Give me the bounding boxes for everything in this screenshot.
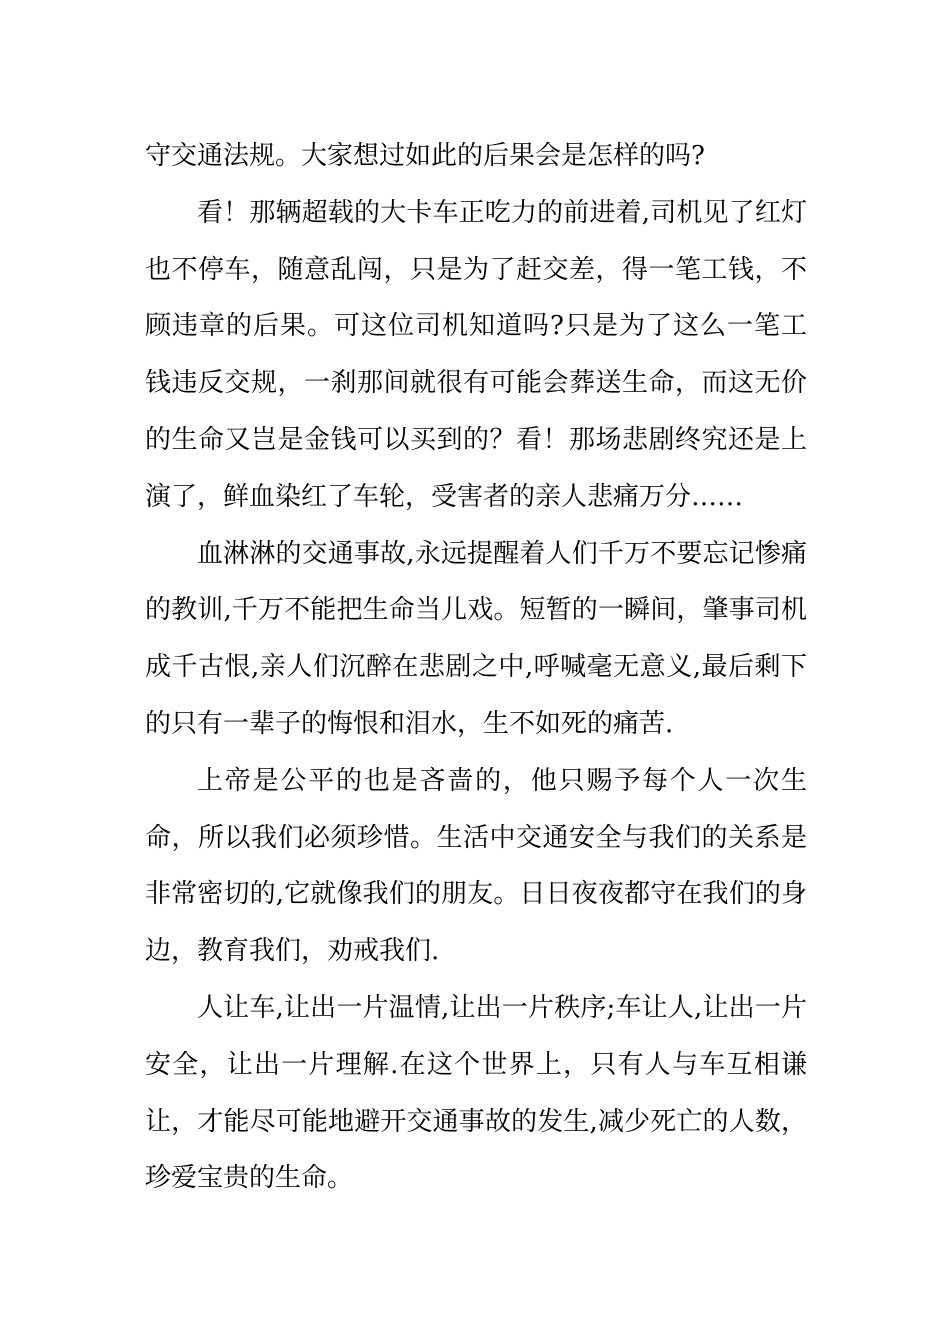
body-text — [145, 128, 807, 1207]
paragraph-bloody-accident: 血淋淋的交通事故,永远提醒着人们千万不要忘记惨痛的教训,千万不能把生命当儿戏。短暂的一瞬间，肇事司机成千古恨,亲人们沉醉在悲剧之中,呼喊毫无意义,最后剩下的只有一辈子的悔恨和泪水，生不如死的痛苦. — [145, 538, 807, 739]
paragraph-overloaded-truck: 看！那辆超载的大卡车正吃力的前进着,司机见了红灯也不停车，随意乱闯，只是为了赶交差，得一笔工钱，不顾违章的后果。可这位司机知道吗?只是为了这么一笔工钱违反交规，一刹那间就很有可能会葬送生命，而这无价的生命又岂是金钱可以买到的？看！那场悲剧终究还是上演了，鲜血染红了车轮，受害者的亲人悲痛万分…… — [145, 197, 807, 512]
paragraph-continuation: 守交通法规。大家想过如此的后果会是怎样的吗? — [145, 141, 705, 171]
paragraph-cherish-life: 上帝是公平的也是吝啬的，他只赐予每个人一次生命，所以我们必须珍惜。生活中交通安全与我们的关系是非常密切的,它就像我们的朋友。日日夜夜都守在我们的身边，教育我们，劝戒我们. — [145, 765, 807, 967]
paragraph-mutual-yielding: 人让车,让出一片温情,让出一片秩序;车让人,让出一片安全，让出一片理解.在这个世界上，只有人与车互相谦让，才能尽可能地避开交通事故的发生,减少死亡的人数，珍爱宝贵的生命。 — [145, 992, 807, 1194]
